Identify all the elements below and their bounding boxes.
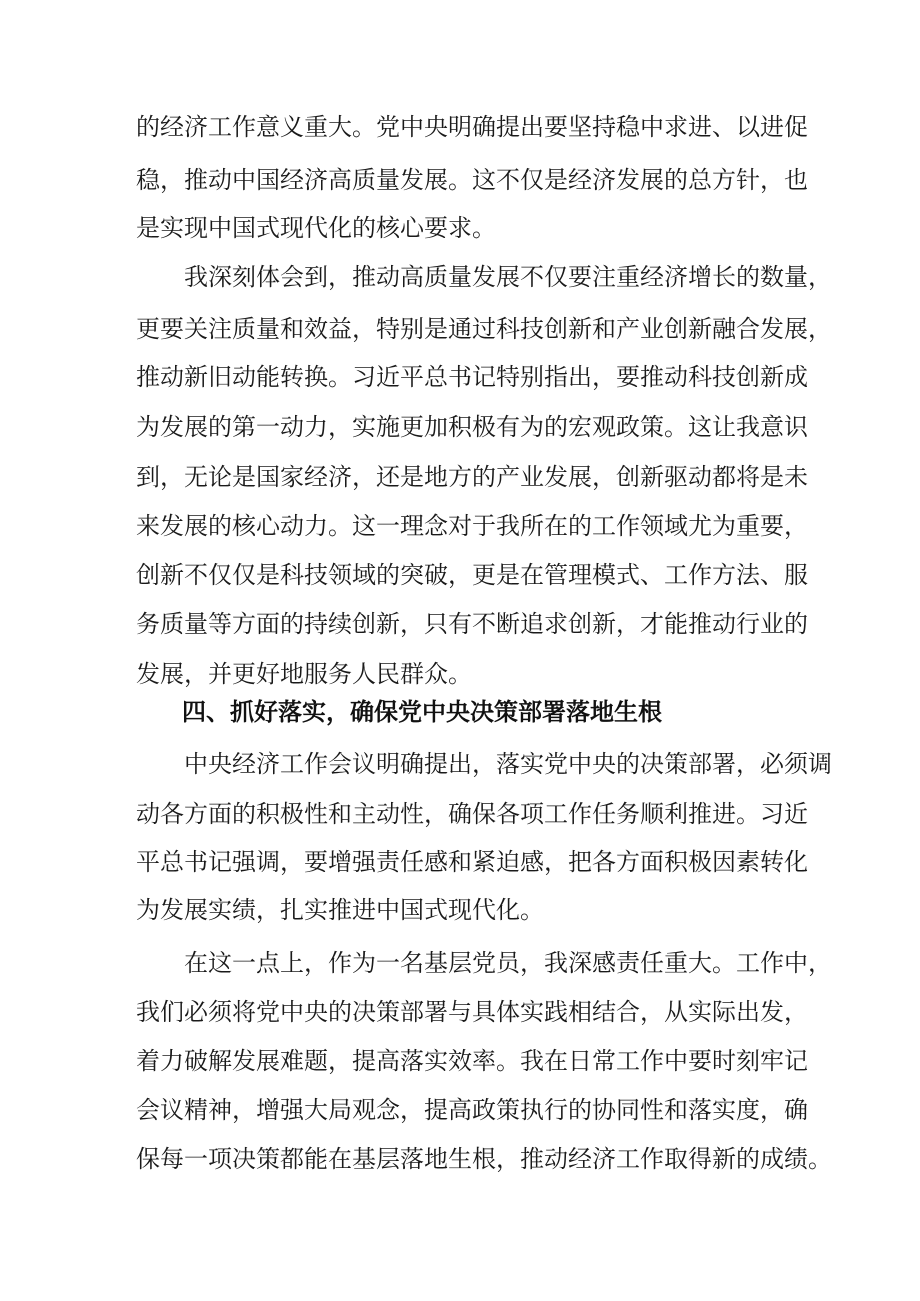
section-heading: 四、抓好落实，确保党中央决策部署落地生根	[182, 698, 662, 726]
paragraph-line: 来发展的核心动力。这一理念对于我所在的工作领域尤为重要，	[136, 512, 808, 540]
paragraph-line: 会议精神，增强大局观念，提高政策执行的协同性和落实度，确	[136, 1096, 808, 1124]
paragraph-line: 为发展的第一动力，实施更加积极有为的宏观政策。这让我意识	[136, 413, 808, 441]
paragraph-line: 在这一点上，作为一名基层党员，我深感责任重大。工作中，	[184, 949, 832, 977]
paragraph-line: 中央经济工作会议明确提出，落实党中央的决策部署，必须调	[184, 750, 832, 778]
paragraph-line: 务质量等方面的持续创新，只有不断追求创新，才能推动行业的	[136, 610, 808, 638]
paragraph-line: 我深刻体会到，推动高质量发展不仅要注重经济增长的数量，	[184, 263, 832, 291]
paragraph-line: 的经济工作意义重大。党中央明确提出要坚持稳中求进、以进促	[136, 113, 808, 141]
paragraph-line: 更要关注质量和效益，特别是通过科技创新和产业创新融合发展，	[136, 315, 832, 343]
paragraph-line: 保每一项决策都能在基层落地生根，推动经济工作取得新的成绩。	[136, 1145, 832, 1173]
paragraph-line: 我们必须将党中央的决策部署与具体实践相结合，从实际出发，	[136, 998, 808, 1026]
paragraph-line: 动各方面的积极性和主动性，确保各项工作任务顺利推进。习近	[136, 800, 808, 828]
paragraph-line: 着力破解发展难题，提高落实效率。我在日常工作中要时刻牢记	[136, 1047, 808, 1075]
paragraph-line: 是实现中国式现代化的核心要求。	[136, 214, 496, 242]
paragraph-line: 平总书记强调，要增强责任感和紧迫感，把各方面积极因素转化	[136, 848, 808, 876]
paragraph-line: 到，无论是国家经济，还是地方的产业发展，创新驱动都将是未	[136, 463, 808, 491]
paragraph-line: 稳，推动中国经济高质量发展。这不仅是经济发展的总方针，也	[136, 166, 808, 194]
paragraph-line: 推动新旧动能转换。习近平总书记特别指出，要推动科技创新成	[136, 363, 808, 391]
paragraph-line: 创新不仅仅是科技领域的突破，更是在管理模式、工作方法、服	[136, 561, 808, 589]
paragraph-line: 发展，并更好地服务人民群众。	[136, 660, 472, 688]
paragraph-line: 为发展实绩，扎实推进中国式现代化。	[136, 896, 544, 924]
